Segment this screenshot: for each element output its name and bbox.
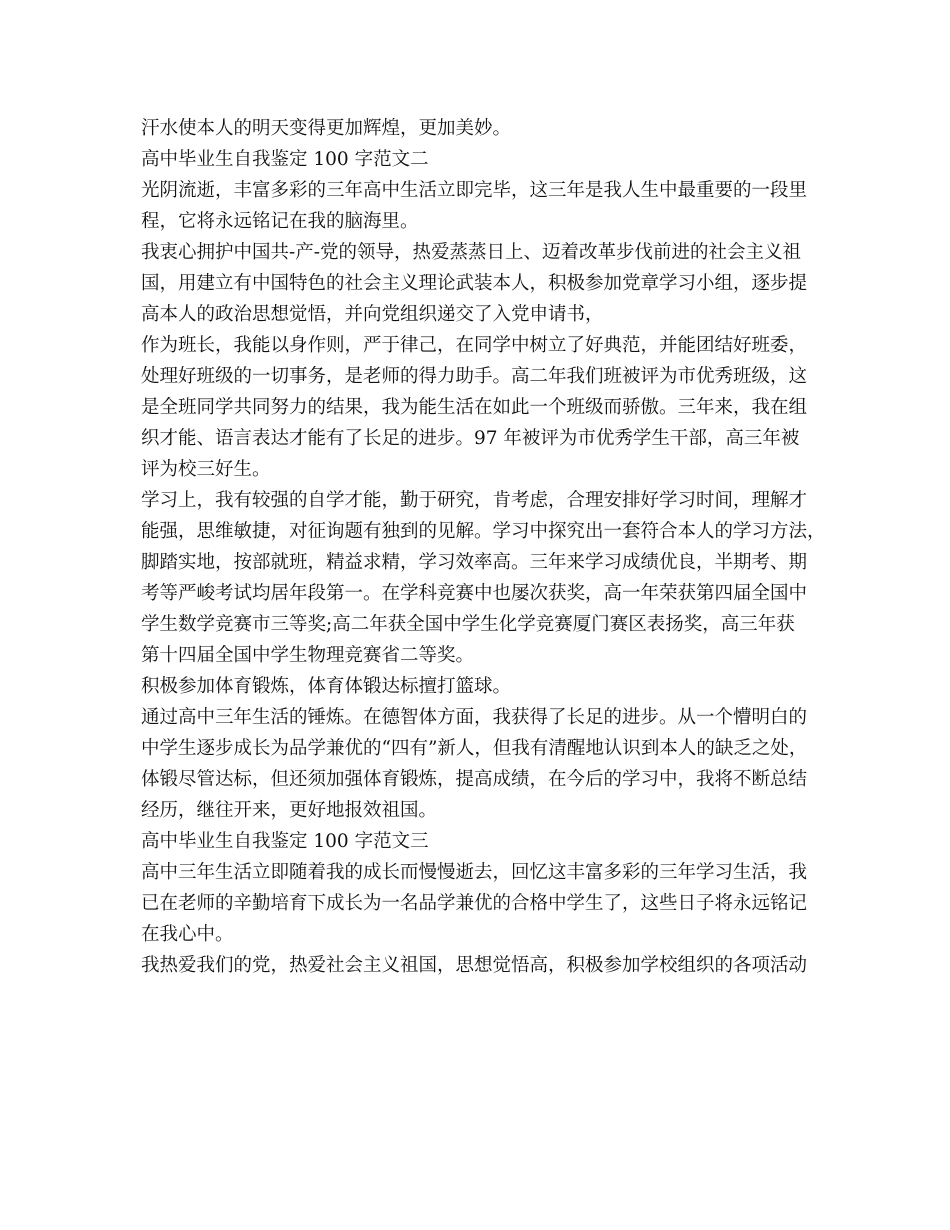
text-line: 学生数学竞赛市三等奖;高二年获全国中学生化学竞赛厦门赛区表扬奖，高三年获 <box>141 614 795 635</box>
body-text <box>141 113 826 981</box>
text-line: 积极参加体育锻炼，体育体锻达标擅打篮球。 <box>141 676 512 697</box>
text-line: 已在老师的辛勤培育下成长为一名品学兼优的合格中学生了，这些日子将永远铭记 <box>141 893 808 914</box>
text-line: 在我心中。 <box>141 924 234 945</box>
text-line: 脚踏实地，按部就班，精益求精，学习效率高。三年来学习成绩优良，半期考、期 <box>141 552 808 573</box>
text-line: 能强，思维敏捷，对征询题有独到的见解。学习中探究出一套符合本人的学习方法， <box>141 521 826 542</box>
text-line: 汗水使本人的明天变得更加辉煌，更加美妙。 <box>141 118 512 139</box>
section-heading: 高中毕业生自我鉴定 100 字范文三 <box>141 831 429 852</box>
text-line: 第十四届全国中学生物理竞赛省二等奖。 <box>141 645 475 666</box>
text-line: 是全班同学共同努力的结果，我为能生活在如此一个班级而骄傲。三年来，我在组 <box>141 397 808 418</box>
text-line: 考等严峻考试均居年段第一。在学科竞赛中也屡次获奖，高一年荣获第四届全国中 <box>141 583 808 604</box>
section-heading: 高中毕业生自我鉴定 100 字范文二 <box>141 149 429 170</box>
text-line: 作为班长，我能以身作则，严于律己，在同学中树立了好典范，并能团结好班委， <box>141 335 808 356</box>
text-line: 我热爱我们的党，热爱社会主义祖国，思想觉悟高，积极参加学校组织的各项活动 <box>141 955 808 976</box>
text-line: 学习上，我有较强的自学才能，勤于研究，肯考虑，合理安排好学习时间，理解才 <box>141 490 808 511</box>
text-line: 国，用建立有中国特色的社会主义理论武装本人，积极参加党章学习小组，逐步提 <box>141 273 808 294</box>
text-line: 评为校三好生。 <box>141 459 271 480</box>
text-line: 高中三年生活立即随着我的成长而慢慢逝去，回忆这丰富多彩的三年学习生活，我 <box>141 862 808 883</box>
text-line: 织才能、语言表达才能有了长足的进步。97 年被评为市优秀学生干部，高三年被 <box>141 428 800 449</box>
text-line: 经历，继往开来，更好地报效祖国。 <box>141 800 438 821</box>
text-line: 中学生逐步成长为品学兼优的“四有”新人，但我有清醒地认识到本人的缺乏之处， <box>141 738 808 759</box>
text-line: 通过高中三年生活的锤炼。在德智体方面，我获得了长足的进步。从一个懵明白的 <box>141 707 808 728</box>
text-line: 程，它将永远铭记在我的脑海里。 <box>141 211 419 232</box>
text-line: 高本人的政治思想觉悟，并向党组织递交了入党申请书， <box>141 304 604 325</box>
text-line: 体锻尽管达标，但还须加强体育锻炼，提高成绩，在今后的学习中，我将不断总结 <box>141 769 808 790</box>
text-line: 我衷心拥护中国共-产-党的领导，热爱蒸蒸日上、迈着改革步伐前进的社会主义祖 <box>141 242 802 263</box>
text-line: 光阴流逝，丰富多彩的三年高中生活立即完毕，这三年是我人生中最重要的一段里 <box>141 180 808 201</box>
text-line: 处理好班级的一切事务，是老师的得力助手。高二年我们班被评为市优秀班级，这 <box>141 366 808 387</box>
